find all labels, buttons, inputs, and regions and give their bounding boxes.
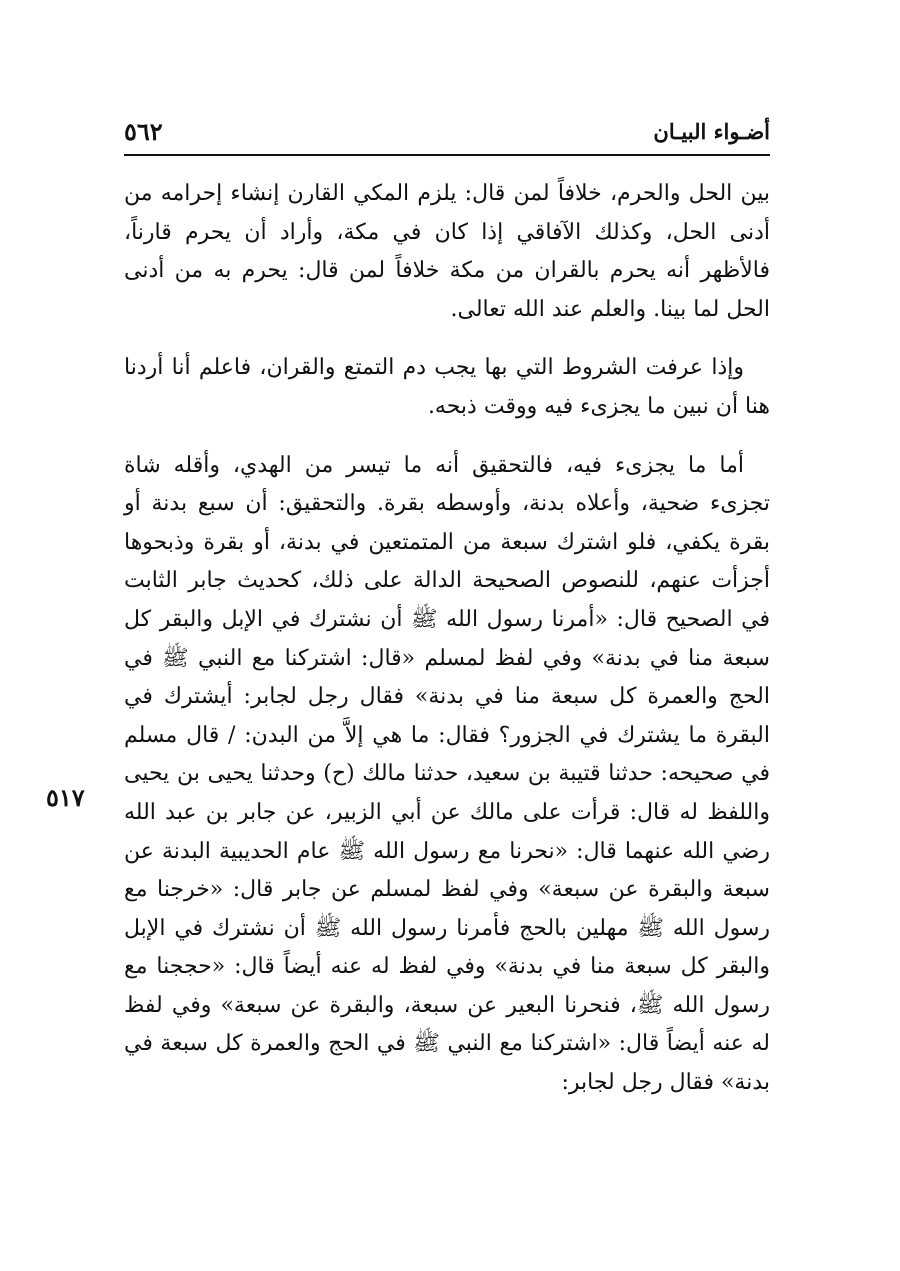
running-header bbox=[124, 118, 770, 146]
margin-page-reference: ٥١٧ bbox=[46, 783, 85, 812]
main-text bbox=[124, 175, 770, 1103]
page-number: ٥٦٢ bbox=[124, 117, 163, 146]
paragraph-3: أما ما يجزىء فيه، فالتحقيق أنه ما تيسر من الهدي، وأقله شاة تجزىء ضحية، وأعلاه بدنة، وأوسطه بقرة. والتحقيق: أن سبع بدنة أو بقرة يكفي، فلو اشترك سبعة من المتمتعين في بدنة، أو بقرة وذبحوها أجزأت عنهم، للنصوص الصحيحة الدالة على ذلك، كحديث جابر الثابت في الصحيح قال: «أمرنا رسول الله ﷺ أن نشترك في الإبل والبقر كل سبعة منا في بدنة» وفي لفظ لمسلم «قال: اشتركنا مع النبي ﷺ في الحج والعمرة كل سبعة منا في بدنة» فقال رجل لجابر: أيشترك في البقرة ما يشترك في الجزور؟ فقال: ما هي إلاَّ من البدن: / قال مسلم في صحيحه: حدثنا قتيبة بن سعيد، حدثنا مالك (ح) وحدثنا يحيى بن يحيى واللفظ له قال: قرأت على مالك عن أبي الزبير، عن جابر بن عبد الله رضي الله عنهما قال: «نحرنا مع رسول الله ﷺ عام الحديبية البدنة عن سبعة والبقرة عن سبعة» وفي لفظ لمسلم عن جابر قال: «خرجنا مع رسول الله ﷺ مهلين بالحج فأمرنا رسول الله ﷺ أن نشترك في الإبل والبقر كل سبعة منا في بدنة» وفي لفظ له عنه أيضاً قال: «حججنا مع رسول الله ﷺ، فنحرنا البعير عن سبعة، والبقرة عن سبعة» وفي لفظ له عنه أيضاً قال: «اشتركنا مع النبي ﷺ في الحج والعمرة كل سبعة في بدنة» فقال رجل لجابر: bbox=[124, 452, 770, 1096]
book-title: أضـواء البيـان bbox=[653, 119, 770, 144]
paragraph-2: وإذا عرفت الشروط التي بها يجب دم التمتع والقران، فاعلم أنا أردنا هنا أن نبين ما يجزىء فيه ووقت ذبحه. bbox=[124, 355, 770, 419]
header-rule bbox=[124, 154, 770, 156]
paragraph-1: بين الحل والحرم، خلافاً لمن قال: يلزم المكي القارن إنشاء إحرامه من أدنى الحل، وكذلك الآفاقي إذا كان في مكة، وأراد أن يحرم قارناً، فالأظهر أنه يحرم بالقران من مكة خلافاً لمن قال: يحرم به من أدنى الحل لما بينا. والعلم عند الله تعالى. bbox=[124, 181, 770, 322]
